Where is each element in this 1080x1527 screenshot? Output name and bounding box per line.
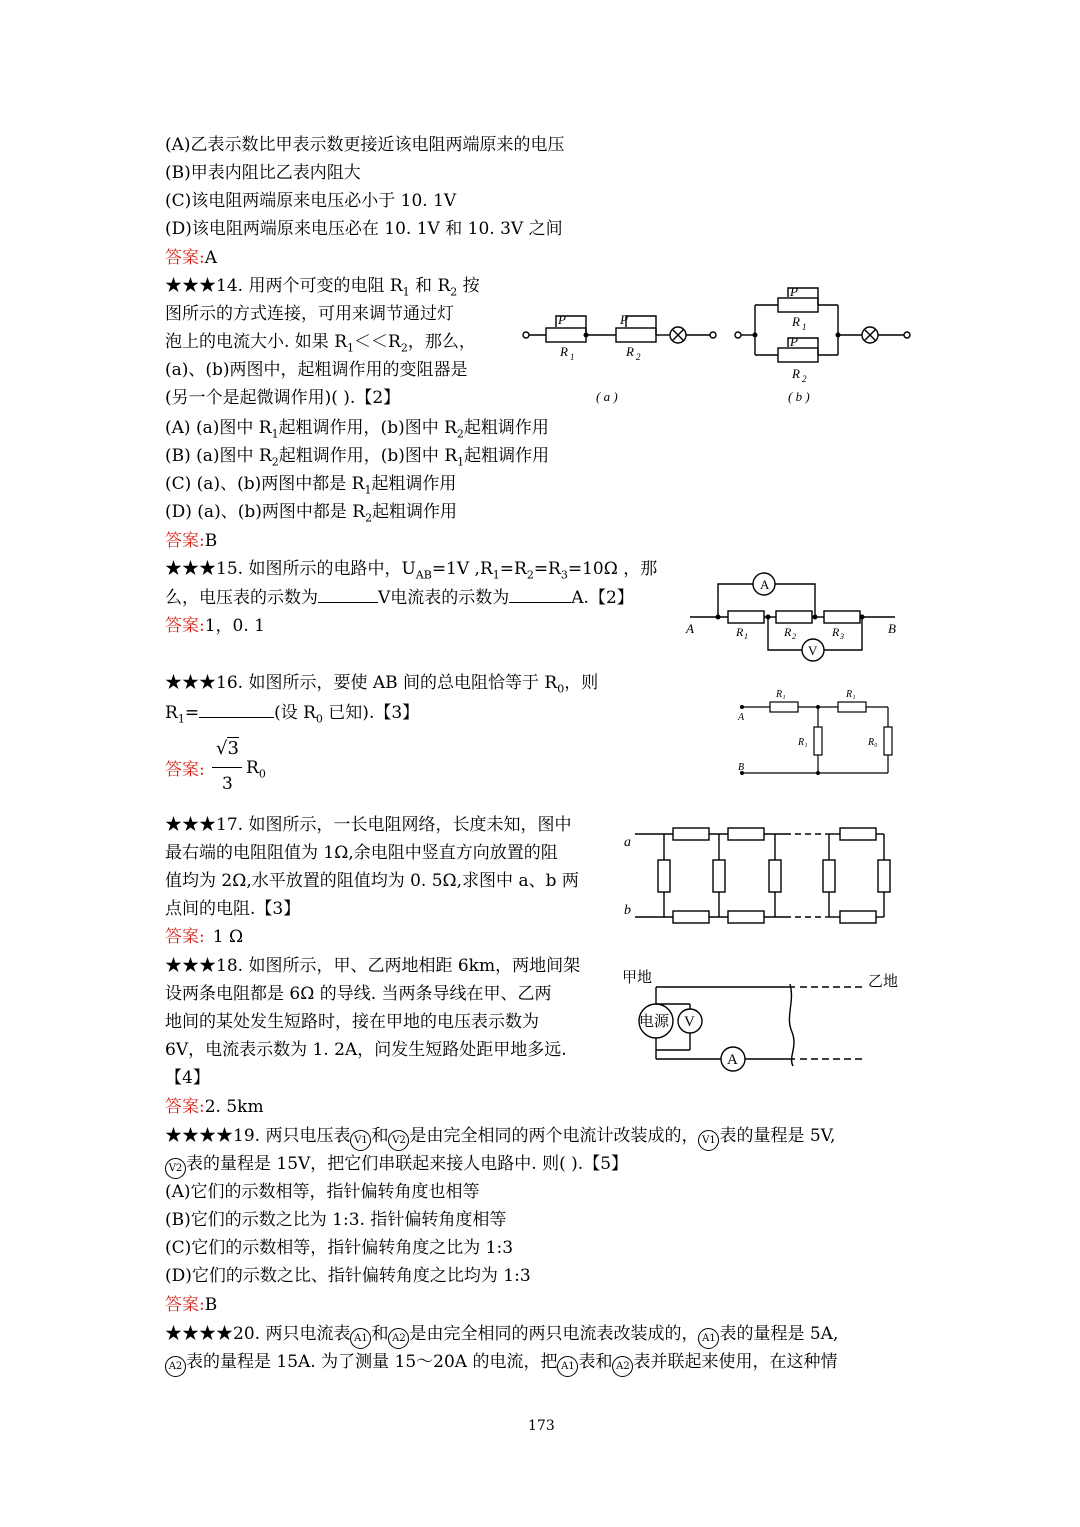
q14-option-c: (C) (a)、(b)两图中都是 $R_1$起粗调作用 — [165, 474, 457, 497]
q15-circuit-figure — [680, 570, 910, 665]
q18-stem-line3: 地间的某处发生短路时，接在甲地的电压表示数为 — [165, 1012, 539, 1032]
svg-text:R: R — [832, 625, 840, 639]
q16-answer: 答案: — [165, 760, 205, 780]
a2-meter-icon: A2 — [165, 1356, 186, 1377]
q13-answer: 答案:A — [165, 248, 218, 268]
v2-meter-icon: V2 — [165, 1158, 186, 1179]
svg-text:A: A — [738, 712, 745, 723]
svg-text:A: A — [686, 621, 694, 636]
q18-stem-line2: 设两条电阻都是 6Ω 的导线. 当两条导线在甲、乙两 — [165, 984, 552, 1004]
q20-stem-line2: A2 表的量程是 15A. 为了测量 15～20A 的电流，把 A1 表和 A2 表并联起来使用，在这种情 — [165, 1350, 837, 1377]
a1-meter-icon: A1 — [698, 1328, 719, 1349]
q14-answer: 答案:B — [165, 531, 218, 551]
q14-option-b: (B) (a)图中 $R_2$起粗调作用，(b)图中 $R_1$起粗调作用 — [165, 446, 550, 469]
svg-text:( a ): ( a ) — [596, 389, 618, 404]
q14-stem-line5: (另一个是起微调作用)( ).【2】 — [165, 388, 401, 408]
q19-option-d: (D)它们的示数之比、指针偏转角度之比均为 1:3 — [165, 1266, 531, 1286]
svg-text:1: 1 — [570, 352, 575, 362]
svg-text:R: R — [792, 314, 800, 329]
q13-option-d: (D)该电阻两端原来电压必在 10. 1V 和 10. 3V 之间 — [165, 219, 563, 239]
q15-answer: 答案:1，0. 1 — [165, 616, 265, 636]
a1-meter-icon: A1 — [350, 1328, 371, 1349]
svg-text:R: R — [736, 625, 744, 639]
svg-text:R₁: R₁ — [798, 737, 808, 748]
q18-transmission-line-figure — [620, 962, 905, 1077]
q17-answer: 答案: 1 Ω — [165, 927, 244, 947]
q19-option-b: (B)它们的示数之比为 1:3. 指针偏转角度相等 — [165, 1210, 507, 1230]
q13-option-a: (A)乙表示数比甲表示数更接近该电阻两端原来的电压 — [165, 135, 565, 155]
svg-text:A: A — [727, 1052, 738, 1068]
q19-option-a: (A)它们的示数相等，指针偏转角度也相等 — [165, 1182, 480, 1202]
svg-text:R: R — [626, 344, 634, 359]
svg-text:P: P — [790, 284, 798, 299]
svg-text:2: 2 — [792, 632, 796, 641]
q16-stem-line1: ★★★16. 如图所示，要使 AB 间的总电阻恰等于 $R_0$，则 — [165, 673, 599, 696]
svg-text:a: a — [624, 835, 631, 850]
svg-text:甲地: 甲地 — [622, 970, 653, 986]
q14-stem-line3: 泡上的电流大小. 如果 $R_1<<R_2$，那么， — [165, 332, 476, 355]
svg-text:2: 2 — [802, 374, 807, 384]
svg-text:R: R — [792, 366, 800, 381]
v2-meter-icon: V2 — [388, 1130, 409, 1151]
q14-stem-line1: ★★★14. 用两个可变的电阻 $R_1$ 和 $R_2$ 按 — [165, 276, 480, 299]
q17-stem-line4: 点间的电阻.【3】 — [165, 899, 301, 919]
q14-option-d: (D) (a)、(b)两图中都是 $R_2$起粗调作用 — [165, 502, 458, 525]
svg-text:R₁: R₁ — [776, 689, 786, 700]
q14-stem-line2: 图所示的方式连接，可用来调节通过灯 — [165, 304, 454, 324]
svg-text:B: B — [738, 762, 745, 773]
q15-blank-voltage[interactable] — [318, 602, 378, 603]
q14-option-a: (A) (a)图中 $R_1$起粗调作用，(b)图中 $R_2$起粗调作用 — [165, 418, 549, 441]
svg-text:P: P — [620, 312, 628, 327]
page-number: 173 — [528, 1418, 555, 1434]
q15-blank-current[interactable] — [509, 602, 571, 603]
q20-stem-line1: ★★★★20. 两只电流表 A1 和 A2 是由完全相同的两只电流表改装成的， A1 表的量程是 5A, — [165, 1322, 838, 1349]
q17-stem-line2: 最右端的电阻阻值为 1Ω,余电阻中竖直方向放置的阻 — [165, 843, 558, 863]
v1-meter-icon: V1 — [698, 1130, 719, 1151]
q17-ladder-network-figure — [620, 822, 900, 932]
q16-answer-r0: $R_0$ — [246, 758, 266, 781]
q14-circuit-figure — [520, 280, 920, 410]
q18-stem-line4: 6V，电流表示数为 1. 2A，问发生短路处距甲地多远. — [165, 1040, 567, 1060]
svg-text:( b ): ( b ) — [788, 389, 810, 404]
svg-text:1: 1 — [802, 322, 807, 332]
a2-meter-icon: A2 — [388, 1328, 409, 1349]
q13-option-b: (B)甲表内阻比乙表内阻大 — [165, 163, 361, 183]
svg-text:b: b — [624, 903, 631, 918]
q17-stem-line3: 值均为 2Ω,水平放置的阻值均为 0. 5Ω,求图中 a、b 两 — [165, 871, 579, 891]
q16-answer-fraction: √3 3 — [210, 738, 246, 798]
svg-text:R: R — [784, 625, 792, 639]
q15-stem-line2: 么，电压表的示数为 V电流表的示数为 A.【2】 — [165, 588, 634, 608]
a2-meter-icon: A2 — [612, 1356, 633, 1377]
svg-text:P: P — [558, 312, 566, 327]
q13-option-c: (C)该电阻两端原来电压必小于 10. 1V — [165, 191, 457, 211]
svg-text:B: B — [888, 621, 896, 636]
svg-text:A: A — [760, 577, 770, 592]
q19-stem-line2: V2 表的量程是 15V，把它们串联起来接人电路中. 则( ).【5】 — [165, 1152, 628, 1179]
q15-stem-line1: ★★★15. 如图所示的电路中，$U_{AB}=1V$ $,R_1=R_2=R_3=10\Omega$ ，那 — [165, 559, 658, 582]
svg-text:V: V — [808, 643, 818, 658]
v1-meter-icon: V1 — [350, 1130, 371, 1151]
svg-text:R: R — [560, 344, 568, 359]
q16-circuit-figure — [730, 683, 910, 783]
q18-answer: 答案:2. 5km — [165, 1097, 264, 1117]
svg-text:3: 3 — [840, 632, 844, 641]
svg-text:1: 1 — [744, 632, 748, 641]
svg-text:乙地: 乙地 — [868, 974, 899, 990]
svg-text:2: 2 — [636, 352, 641, 362]
q19-answer: 答案:B — [165, 1295, 218, 1315]
q16-stem-line2: $R_1=$ (设 $R_0$ 已知).【3】 — [165, 703, 420, 726]
svg-text:P: P — [790, 334, 798, 349]
q19-stem-line1: ★★★★19. 两只电压表 V1 和 V2 是由完全相同的两个电流计改装成的， V1 表的量程是 5V, — [165, 1124, 835, 1151]
q18-stem-line1: ★★★18. 如图所示，甲、乙两地相距 6km，两地间架 — [165, 956, 581, 976]
q14-stem-line4: (a)、(b)两图中，起粗调作用的变阻器是 — [165, 360, 468, 380]
svg-text:V: V — [684, 1014, 695, 1030]
q19-option-c: (C)它们的示数相等，指针偏转角度之比为 1:3 — [165, 1238, 514, 1258]
svg-text:电源: 电源 — [639, 1014, 670, 1030]
q18-stem-line5: 【4】 — [165, 1068, 210, 1088]
svg-text:R₀: R₀ — [868, 737, 878, 748]
svg-text:R₁: R₁ — [846, 689, 856, 700]
q17-stem-line1: ★★★17. 如图所示，一长电阻网络，长度未知，图中 — [165, 815, 572, 835]
a1-meter-icon: A1 — [557, 1356, 578, 1377]
q16-blank-r1[interactable] — [199, 717, 274, 718]
